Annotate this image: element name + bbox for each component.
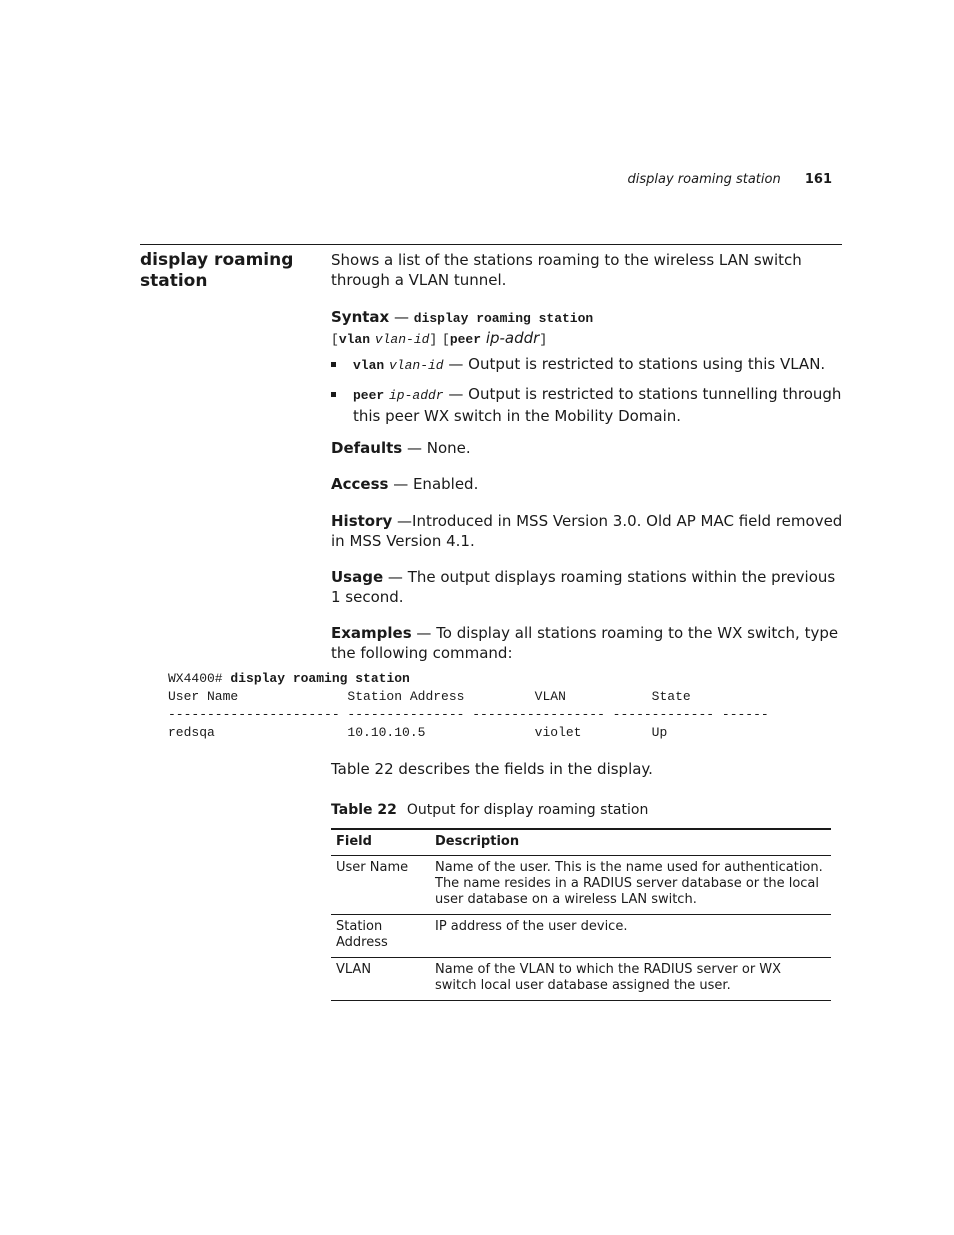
usage-label: Usage (331, 568, 384, 586)
access-text: — Enabled. (388, 475, 479, 493)
table-caption-label: Table 22 (331, 802, 397, 818)
access-label: Access (331, 475, 389, 493)
history-text: —Introduced in MSS Version 3.0. Old AP MAC field removed in MSS Version 4.1. (331, 512, 843, 550)
table-row (331, 915, 831, 958)
bullet-text: — Output is restricted to stations tunnelling through this peer WX switch in the Mobility Domain. (353, 385, 842, 425)
examples-label: Examples (331, 624, 412, 642)
usage-paragraph (331, 567, 843, 607)
history-paragraph (331, 511, 843, 551)
code-block (168, 670, 769, 742)
syntax-bracket: [ (331, 332, 339, 347)
intro-text: Shows a list of the stations roaming to the wireless LAN switch through a VLAN tunnel. (331, 251, 802, 289)
table-cell-field: Station Address (331, 915, 430, 958)
defaults-text: — None. (402, 439, 471, 457)
table-row (331, 958, 831, 1001)
section-rule (140, 244, 842, 245)
bullet-icon (331, 362, 336, 367)
table-reference-text: Table 22 describes the fields in the display. (331, 760, 653, 778)
table-cell-field: User Name (331, 856, 430, 915)
table-cell-field: VLAN (331, 958, 430, 1001)
bullet-arg: vlan-id (389, 358, 444, 373)
bullet-icon (331, 392, 336, 397)
syntax-block (331, 307, 843, 349)
bullet-kw: peer (353, 388, 385, 403)
code-command: display roaming station (230, 671, 410, 686)
usage-text: — The output displays roaming stations within the previous 1 second. (331, 568, 836, 606)
bullet-text: — Output is restricted to stations using this VLAN. (443, 355, 826, 373)
table-header-description: Description (430, 829, 831, 856)
access-paragraph (331, 474, 843, 494)
running-title: display roaming station (627, 172, 781, 187)
running-header (628, 172, 832, 187)
code-header-line: User Name Station Address VLAN State (168, 689, 691, 704)
table-cell-description: Name of the user. This is the name used for authentication. The name resides in a RADIUS server database or the local user database on a wireless LAN switch. (430, 856, 831, 915)
page-number: 161 (804, 172, 832, 187)
table-cell-description: IP address of the user device. (430, 915, 831, 958)
syntax-kw-vlan: vlan (338, 332, 371, 347)
list-item (331, 354, 843, 376)
syntax-bracket: [ (442, 332, 450, 347)
table-row (331, 856, 831, 915)
table-cell-description: Name of the VLAN to which the RADIUS server or WX switch local user database assigned the user. (430, 958, 831, 1001)
syntax-arg-vlan-id: vlan-id (374, 332, 430, 347)
code-row-line: redsqa 10.10.10.5 violet Up (168, 725, 668, 740)
defaults-paragraph (331, 438, 843, 458)
syntax-arg-ip-addr: ip-addr (485, 329, 540, 347)
defaults-label: Defaults (331, 439, 403, 457)
syntax-label: Syntax (331, 308, 390, 326)
code-prompt: WX4400# (168, 671, 231, 686)
list-item (331, 384, 843, 426)
syntax-kw-peer: peer (449, 332, 482, 347)
table-reference (331, 759, 843, 779)
history-label: History (331, 512, 393, 530)
code-dash-line: ---------------------- --------------- ----------------- ------------- ------ (168, 707, 769, 722)
table-header-row (331, 829, 831, 856)
bullet-list (331, 354, 843, 426)
syntax-command: display roaming station (413, 311, 594, 326)
table-caption (331, 802, 648, 818)
syntax-bracket: ] (429, 332, 438, 347)
intro-paragraph (331, 250, 843, 290)
examples-text: — To display all stations roaming to the WX switch, type the following command: (331, 624, 839, 662)
table-header-field: Field (331, 829, 430, 856)
section-title: display roaming station (140, 250, 294, 291)
table-caption-text: Output for display roaming station (406, 802, 649, 818)
bullet-arg: ip-addr (389, 388, 444, 403)
bullet-kw: vlan (353, 358, 385, 373)
syntax-bracket: ] (539, 332, 548, 347)
examples-paragraph (331, 623, 843, 663)
syntax-dash: — (389, 308, 414, 326)
output-table (331, 828, 831, 1001)
